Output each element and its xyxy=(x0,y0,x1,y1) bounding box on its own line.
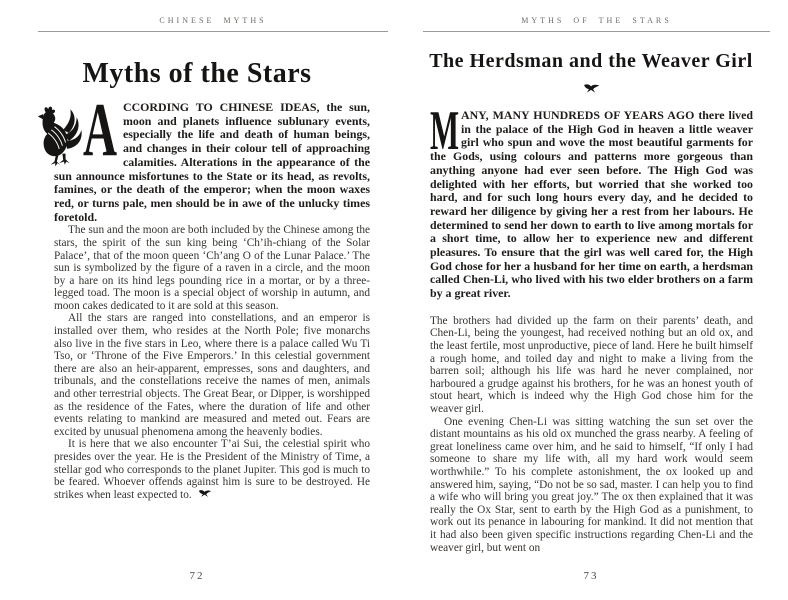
left-page-title: Myths of the Stars xyxy=(82,58,312,89)
left-drop-cap: A xyxy=(83,88,118,172)
right-page-number: 73 xyxy=(583,570,599,582)
right-page xyxy=(394,0,788,600)
left-paragraph-3-text: It is here that we also encounter T’ai Sui, the celestial spirit who presides over the year. He is the President of the Ministry of Time, a stellar god who corresponds to the planet Jupiter. This god is much to be feared. Whoever offends against him is sure to be destroyed. He strikes when least expected to. xyxy=(54,438,370,501)
right-intro-text: ANY, MANY HUNDREDS OF YEARS AGO there lived in the palace of the High God in heaven a little weaver girl who spun and wove the most beautiful garments for the Gods, using colours and patterns more gorgeous than anything anyone had ever seen before. The High God was delighted with her efforts, but worried that she worked too hard, and for such long hours every day, and he decided to reward her diligence by giving her a rest from her labours. He determined to send her down to earth to live among mortals for a short time, to allow her to experience new and different pleasures. To ensure that the girl was well cared for, the High God chose for her a husband for her time on earth, a herdsman called Chen-Li, who lived with his two elder brothers on a farm by a great river. xyxy=(430,108,753,301)
left-paragraph-3 xyxy=(54,438,370,501)
right-page-title: The Herdsman and the Weaver Girl xyxy=(429,50,753,72)
left-page-number: 72 xyxy=(189,570,205,582)
right-intro-paragraph xyxy=(430,100,753,301)
left-running-head xyxy=(38,16,388,32)
left-intro-text: CCORDING TO CHINESE IDEAS, the sun, moon and planets influence sublunary events, especially the life and death of human beings, and changes in their colour tell of approaching calamities. Alterations in the appearance of the sun announce misfortunes to the State or its head, as revolts, famines, or the death of the emperor; when the moon waxes red, or turns pale, men should be in awe of the unlucky times foretold. xyxy=(54,100,370,224)
left-paragraph-2: All the stars are ranged into constellations, and an emperor is installed over them, who resides at the North Pole; five monarchs also live in the five stars in Leo, where there is a palace called Wu Ti Tso, or ‘Throne of the Five Emperors.’ In this celestial government there are also an heir-apparent, empresses, sons and daughters, and tribunals, and the constellations receive the names of men, animals and other terrestrial objects. The Great Bear, or Dipper, is worshipped as the residence of the Fates, where the duration of life and other events relating to mankind are measured and meted out. Fears are excited by unusual phenomena among the heavenly bodies. xyxy=(54,312,370,438)
left-running-head-text: CHINESE MYTHS xyxy=(159,16,267,25)
right-drop-cap: M xyxy=(430,100,460,162)
flying-bird-icon xyxy=(394,82,788,96)
left-paragraph-1: The sun and the moon are both included by the Chinese among the stars, the spirit of the sun king being ‘Ch’ih-chiang of the Solar Palace’, that of the moon queen ‘Ch’ang O of the Lunar Palace.’ The sun is symbolized by the figure of a raven in a circle, and the moon by a hare on its hind legs pounding rice in a mortar, or by a three-legged toad. The moon is a special object of worship in autumn, and moon cakes dedicated to it are sold at this season. xyxy=(54,224,370,312)
right-paragraph-1: The brothers had divided up the farm on their parents’ death, and Chen-Li, being the youngest, had received nothing but an old ox, and the least fertile, most unproductive, piece of land. Here he built himself a rough home, and toiled day and night to make a living from the barren soil; although his life was hard he never complained, nor harboured a grudge against his brothers, for he was an honest youth of stout heart, which is indeed why the High God chose him for the weaver girl. xyxy=(430,314,753,415)
left-intro-paragraph xyxy=(54,88,370,224)
right-paragraph-2: One evening Chen-Li was sitting watching the sun set over the distant mountains as his old ox munched the grass nearby. A feeling of great loneliness came over him, and he said to himself, “If only I had someone to share my life with, all my hard work would seem worthwhile.” To his complete astonishment, the ox looked up and answered him, saying, “Do not be so sad, master. I can help you to find a wife who will bring you great joy.” The ox then explained that it was really the Ox Star, sent to earth by the High God as a punishment, to work out its penance in labouring for mankind. It did not mention that it had also been given specific instructions regarding Chen-Li and the weaver girl, but went on xyxy=(430,415,753,554)
left-text-block xyxy=(54,88,370,501)
right-text-block xyxy=(430,100,753,554)
right-running-head-text: MYTHS OF THE STARS xyxy=(521,16,672,25)
right-running-head xyxy=(423,16,770,32)
rooster-woodcut-icon xyxy=(37,101,83,156)
flying-bird-icon xyxy=(197,489,212,498)
